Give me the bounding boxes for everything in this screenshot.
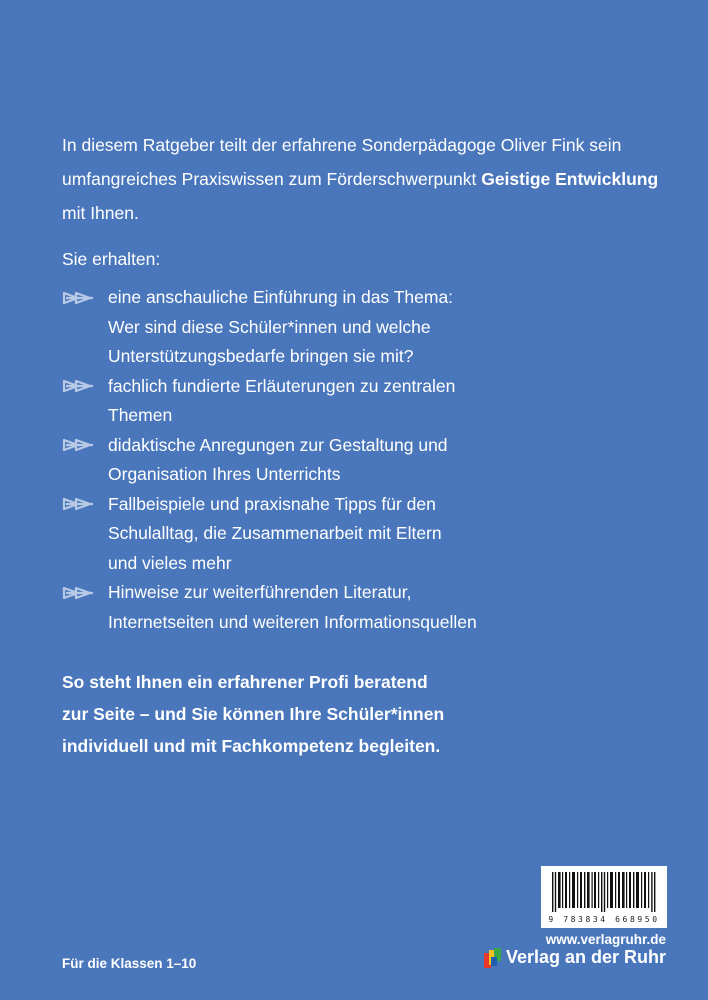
publisher-logo-icon xyxy=(484,948,501,968)
isbn-number: 9 783834 668950 xyxy=(548,915,660,924)
summary-text: So steht Ihnen ein erfahrener Profi beratend zur Seite – und Sie können Ihre Schüler*innen individuell und mit Fachkompetenz begleiten. xyxy=(62,672,445,756)
intro-paragraph xyxy=(62,128,662,230)
benefits-list xyxy=(62,283,662,637)
barcode xyxy=(541,866,667,928)
arrow-icon xyxy=(62,578,108,608)
list-item-text: Hinweise zur weiterführenden Literatur, Internetseiten und weiteren Informationsquellen xyxy=(108,582,477,632)
intro-text-after: mit Ihnen. xyxy=(62,203,139,223)
intro-bold: Geistige Entwicklung xyxy=(481,169,659,189)
arrow-icon xyxy=(62,490,108,520)
publisher-brand xyxy=(484,947,666,968)
list-item-text: didaktische Anregungen zur Gestaltung und Organisation Ihres Unterrichts xyxy=(108,434,448,484)
list-item xyxy=(62,578,662,637)
list-lead: Sie erhalten: xyxy=(62,249,161,269)
publisher-url[interactable]: www.verlagruhr.de xyxy=(545,932,666,947)
arrow-icon xyxy=(62,431,108,461)
arrow-icon xyxy=(62,372,108,402)
list-item xyxy=(62,431,662,490)
list-item xyxy=(62,490,662,579)
arrow-icon xyxy=(62,283,108,313)
grade-range: Für die Klassen 1–10 xyxy=(62,956,197,971)
list-item xyxy=(62,283,662,372)
list-item xyxy=(62,372,662,431)
intro-text-before: In diesem Ratgeber teilt der erfahrene Sonderpädagoge Oliver Fink sein umfangreiches Praxiswissen zum Förderschwerpunkt xyxy=(62,135,622,189)
publisher-name: Verlag an der Ruhr xyxy=(505,947,666,967)
list-item-text: Fallbeispiele und praxisnahe Tipps für den Schulalltag, die Zusammenarbeit mit Eltern und vieles mehr xyxy=(108,493,442,573)
barcode-bars xyxy=(552,872,656,912)
list-item-text: eine anschauliche Einführung in das Thema: Wer sind diese Schüler*innen und welche Unterstützungsbedarfe bringen sie mit? xyxy=(108,287,454,366)
list-item-text: fachlich fundierte Erläuterungen zu zentralen Themen xyxy=(108,375,456,425)
